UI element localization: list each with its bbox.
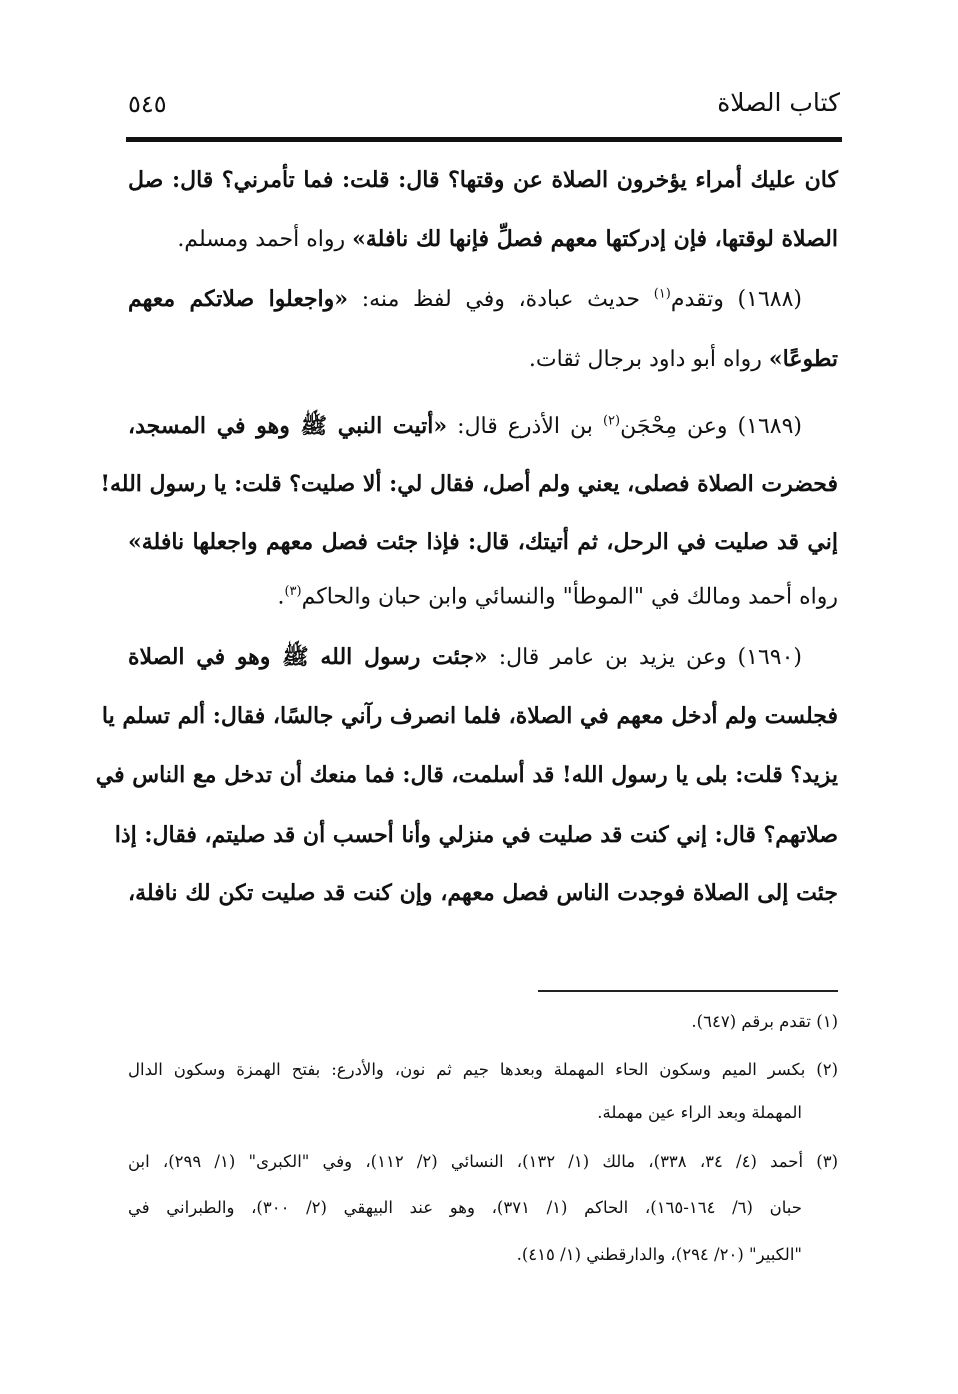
hadith-1690: (١٦٩٠) وعن يزيد بن عامر قال: «جئت رسول الله ﷺ وهو في الصلاة bbox=[128, 644, 802, 670]
text-line: يزيد؟ قلت: بلى يا رسول الله! قد أسلمت، قال: فما منعك أن تدخل مع الناس في bbox=[95, 762, 838, 788]
text-line: فحضرت الصلاة فصلى، يعني ولم أصل، فقال لي: ألا صليت؟ قلت: يا رسول الله! bbox=[100, 471, 838, 497]
text-line: جئت إلى الصلاة فوجدت الناس فصل معهم، وإن كنت قد صليت تكن لك نافلة، bbox=[128, 880, 838, 906]
text-line: صلاتهم؟ قال: إني كنت قد صليت في منزلي وأنا أحسب أن قد صليتم، فقال: إذا bbox=[114, 822, 838, 848]
footnote-1: (١) تقدم برقم (٦٤٧). bbox=[691, 1012, 838, 1031]
text-line: تطوعًا» رواه أبو داود برجال ثقات. bbox=[528, 346, 838, 372]
text-line: رواه أحمد ومالك في "الموطأ" والنسائي وابن حبان والحاكم$^{(٣)}$. bbox=[277, 584, 838, 610]
text-line: فجلست ولم أدخل معهم في الصلاة، فلما انصرف رآني جالسًا، فقال: ألم تسلم يا bbox=[101, 703, 838, 729]
header-rule bbox=[126, 137, 842, 142]
footnote-rule bbox=[538, 990, 838, 992]
hadith-1689: (١٦٨٩) وعن مِحْجَن$^{(٢)}$ بن الأذرع قال: «أتيت النبي ﷺ وهو في المسجد، bbox=[128, 413, 802, 439]
text-line: الصلاة لوقتها، فإن إدركتها معهم فصلِّ فإنها لك نافلة» رواه أحمد ومسلم. bbox=[177, 226, 838, 252]
footnote-3-cont: "الكبير" (٢٠/ ٢٩٤)، والدارقطني (١/ ٤١٥). bbox=[516, 1245, 802, 1264]
footnote-2-cont: المهملة وبعد الراء عين مهملة. bbox=[597, 1103, 802, 1122]
text-line: كان عليك أمراء يؤخرون الصلاة عن وقتها؟ قال: قلت: فما تأمرني؟ قال: صل bbox=[128, 167, 838, 193]
footnote-2: (٢) بكسر الميم وسكون الحاء المهملة وبعدها جيم ثم نون، والأدرع: بفتح الهمزة وسكون الدال bbox=[128, 1060, 838, 1079]
footnote-3-cont: حبان (٦/ ١٦٤-١٦٥)، الحاكم (١/ ٣٧١)، وهو عند البيهقي (٢/ ٣٠٠)، والطبراني في bbox=[128, 1198, 802, 1217]
footnote-ref[interactable]: (٣) bbox=[284, 584, 302, 599]
footnote-ref[interactable]: (٢) bbox=[602, 413, 621, 429]
footnote-ref[interactable]: (١) bbox=[653, 286, 671, 302]
hadith-1688: (١٦٨٨) وتقدم$^{(١)}$ حديث عبادة، وفي لفظ منه: «واجعلوا صلاتكم معهم bbox=[128, 286, 802, 312]
footnote-3: (٣) أحمد (٤/ ٣٤، ٣٣٨)، مالك (١/ ١٣٢)، النسائي (٢/ ١١٢)، وفي "الكبرى" (١/ ٢٩٩)، ابن bbox=[128, 1152, 839, 1171]
running-header bbox=[128, 88, 840, 128]
page-number: ٥٤٥ bbox=[128, 90, 167, 118]
chapter-title: كتاب الصلاة bbox=[717, 88, 840, 117]
text-line: إني قد صليت في الرحل، ثم أتيتك، قال: فإذا جئت فصل معهم واجعلها نافلة» bbox=[128, 529, 838, 555]
